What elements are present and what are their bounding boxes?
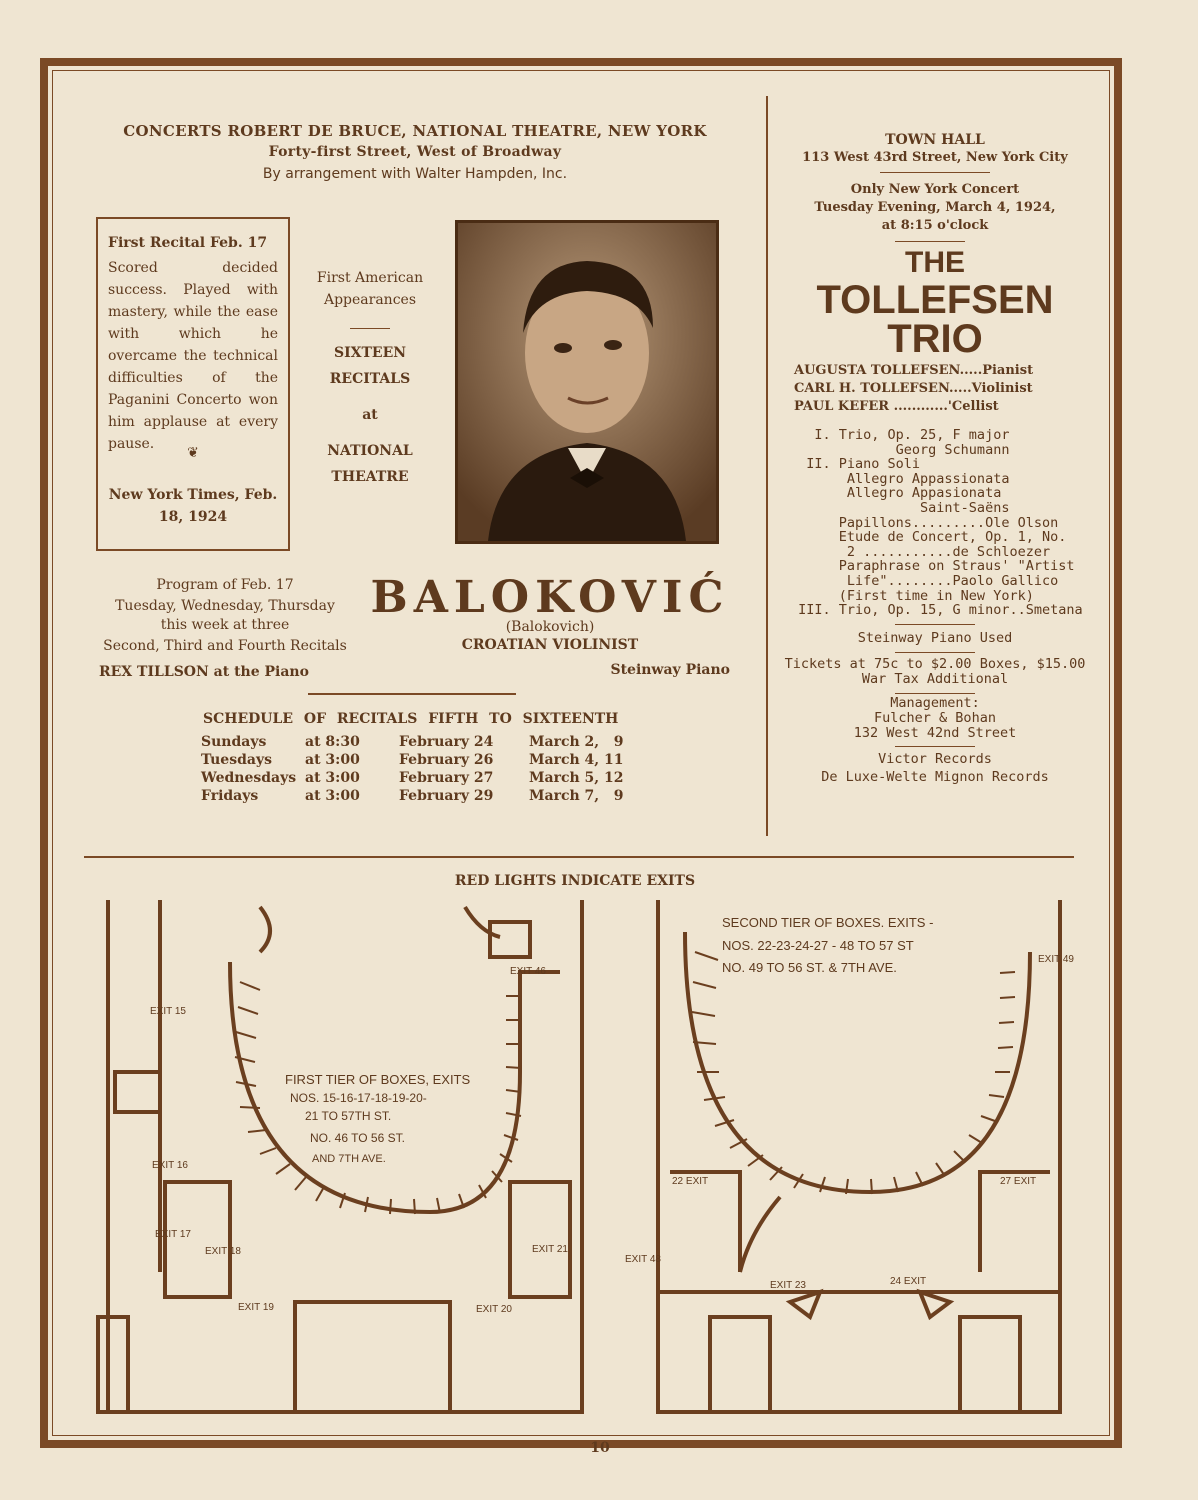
schedule-title: SCHEDULE OF RECITALS FIFTH TO SIXTEENTH: [203, 711, 619, 727]
program-1: Program of Feb. 17: [156, 577, 294, 593]
schedule-row: [201, 751, 632, 769]
program-line: Allegro Appassionata: [790, 470, 1010, 487]
program-line: II. Piano Soli: [790, 456, 921, 473]
rule-6: [895, 746, 975, 747]
page-number: 10: [590, 1440, 610, 1456]
schedule-march: March 5, 12: [529, 770, 624, 786]
exit-23: EXIT 23: [770, 1280, 806, 1291]
records-1: Victor Records: [878, 751, 992, 767]
tickets-2: War Tax Additional: [861, 671, 1009, 687]
schedule-row: [201, 733, 632, 751]
schedule-time: at 3:00: [305, 770, 360, 786]
program-4: Second, Third and Fourth Recitals: [103, 638, 347, 654]
artist-portrait: [455, 220, 719, 544]
first-tier-line1: FIRST TIER OF BOXES, EXITS: [285, 1072, 471, 1087]
program-line: I. Trio, Op. 25, F major: [790, 427, 1010, 443]
review-source-1: New York Times, Feb.: [108, 487, 278, 503]
steinway-piano: Steinway Piano: [610, 662, 730, 678]
header-line1: CONCERTS ROBERT DE BRUCE, NATIONAL THEATRE, NEW YORK: [123, 122, 707, 140]
records-2: De Luxe-Welte Mignon Records: [821, 769, 1049, 785]
program-line: Paraphrase on Straus' "Artist: [790, 558, 1075, 575]
review-body: Scored decided success. Played with mastery, while the ease with which he overcame the technical difficulties of the Paganini Concerto won him applause at every pause.: [108, 260, 278, 452]
program-line: Etude de Concert, Op. 1, No.: [790, 529, 1067, 546]
program-line: (First time in New York): [790, 587, 1034, 604]
schedule-day: Wednesdays: [201, 770, 297, 786]
program-line: 2 ...........de Schloezer: [790, 543, 1051, 560]
first-tier-line5: AND 7TH AVE.: [312, 1153, 386, 1165]
review-source-2: 18, 1924: [158, 509, 228, 525]
program-line: Papillons.........Ole Olson: [790, 514, 1059, 531]
program-2: Tuesday, Wednesday, Thursday: [115, 598, 335, 614]
member-carl: CARL H. TOLLEFSEN.....Violinist: [794, 381, 1033, 396]
schedule-day: Fridays: [201, 788, 259, 804]
exit-17: EXIT 17: [155, 1229, 191, 1240]
first-tier-line3: 21 TO 57TH ST.: [305, 1109, 392, 1123]
concert-3: at 8:15 o'clock: [881, 218, 989, 233]
concert-2: Tuesday Evening, March 4, 1924,: [814, 200, 1056, 215]
rule-1: [880, 172, 990, 173]
program-line: III. Trio, Op. 15, G minor..Smetana: [790, 602, 1083, 619]
header-line3: By arrangement with Walter Hampden, Inc.: [262, 166, 568, 182]
exit-27: 27 EXIT: [1000, 1176, 1037, 1187]
second-tier-line3: NO. 49 TO 56 ST. & 7TH AVE.: [722, 960, 897, 975]
schedule-feb: February 24: [399, 734, 494, 750]
exit-20: EXIT 20: [476, 1304, 512, 1315]
member-augusta: AUGUSTA TOLLEFSEN.....Pianist: [794, 363, 1034, 378]
review-box: [96, 217, 290, 551]
concert-1: Only New York Concert: [850, 182, 1020, 197]
exits-title: RED LIGHTS INDICATE EXITS: [454, 873, 696, 889]
schedule-feb: February 29: [399, 788, 494, 804]
mgmt-2: Fulcher & Bohan: [874, 710, 996, 726]
mgmt-3: 132 West 42nd Street: [853, 725, 1017, 741]
tickets-1: Tickets at 75c to $2.00 Boxes, $15.00: [784, 656, 1086, 672]
schedule-day: Tuesdays: [201, 752, 272, 768]
schedule-march: March 2, 9: [529, 734, 624, 750]
appear-1: First American: [316, 270, 424, 286]
program-3: this week at three: [160, 617, 290, 633]
schedule-march: March 7, 9: [529, 788, 624, 804]
trio-program: [790, 427, 1083, 619]
schedule-row: [201, 787, 632, 805]
schedule-time: at 3:00: [305, 752, 360, 768]
artist-name: BALOKOVIĆ: [370, 572, 730, 623]
exit-46: EXIT 46: [510, 966, 546, 977]
artist-alt: (Balokovich): [505, 619, 595, 635]
exit-18: EXIT 18: [205, 1246, 241, 1257]
rule-5: [895, 693, 975, 694]
exit-24: 24 EXIT: [890, 1276, 927, 1287]
ornament-icon: ❦: [187, 445, 199, 461]
schedule-march: March 4, 11: [529, 752, 624, 768]
title-tollefsen: TOLLEFSEN: [816, 278, 1054, 322]
rule-4: [895, 652, 975, 653]
first-tier-line4: NO. 46 TO 56 ST.: [310, 1131, 405, 1145]
exit-21: EXIT 21: [532, 1244, 568, 1255]
section-divider: [84, 856, 1074, 858]
first-tier-line2: NOS. 15-16-17-18-19-20-: [290, 1091, 427, 1105]
schedule-rule: [308, 693, 516, 695]
mgmt-1: Management:: [890, 695, 980, 711]
program-line: Allegro Appasionata: [790, 485, 1002, 502]
column-divider: [766, 96, 768, 836]
title-trio: TRIO: [887, 317, 983, 361]
schedule-feb: February 26: [399, 752, 494, 768]
venue-address: 113 West 43rd Street, New York City: [802, 150, 1068, 165]
second-tier-line1: SECOND TIER OF BOXES. EXITS -: [722, 915, 934, 930]
exit-16: EXIT 16: [152, 1160, 188, 1171]
program-line: Saint-Saëns: [790, 499, 1010, 516]
schedule-time: at 3:00: [305, 788, 360, 804]
program-line: Life"........Paolo Gallico: [790, 572, 1059, 589]
exit-15: EXIT 15: [150, 1006, 186, 1017]
rule-3: [895, 624, 975, 625]
appear-7: THEATRE: [331, 469, 409, 485]
appear-4: RECITALS: [329, 371, 411, 387]
steinway-used: Steinway Piano Used: [857, 630, 1013, 646]
schedule-table: [201, 733, 632, 805]
appear-5: at: [362, 407, 378, 423]
exit-49: EXIT 49: [1038, 954, 1074, 965]
program-line: Georg Schumann: [790, 441, 1010, 458]
program-5: REX TILLSON at the Piano: [99, 664, 309, 680]
rule-2: [895, 241, 965, 242]
schedule-day: Sundays: [201, 734, 267, 750]
exit-19: EXIT 19: [238, 1302, 274, 1313]
review-title: First Recital Feb. 17: [108, 235, 268, 251]
appear-6: NATIONAL: [327, 443, 413, 459]
venue-name: TOWN HALL: [885, 132, 985, 148]
appear-rule: [350, 328, 390, 329]
member-paul: PAUL KEFER ............'Cellist: [794, 399, 999, 414]
schedule-time: at 8:30: [305, 734, 360, 750]
schedule-row: [201, 769, 632, 787]
artist-role: CROATIAN VIOLINIST: [461, 637, 639, 653]
header-line2: Forty-first Street, West of Broadway: [268, 144, 562, 160]
schedule-feb: February 27: [399, 770, 494, 786]
appear-3: SIXTEEN: [333, 345, 407, 361]
appear-2: Appearances: [323, 292, 417, 308]
second-tier-line2: NOS. 22-23-24-27 - 48 TO 57 ST: [722, 938, 914, 953]
title-the: THE: [905, 246, 965, 279]
exit-48: EXIT 48: [625, 1254, 661, 1265]
floor-plans: [90, 892, 1090, 1422]
exit-22: 22 EXIT: [672, 1176, 709, 1187]
